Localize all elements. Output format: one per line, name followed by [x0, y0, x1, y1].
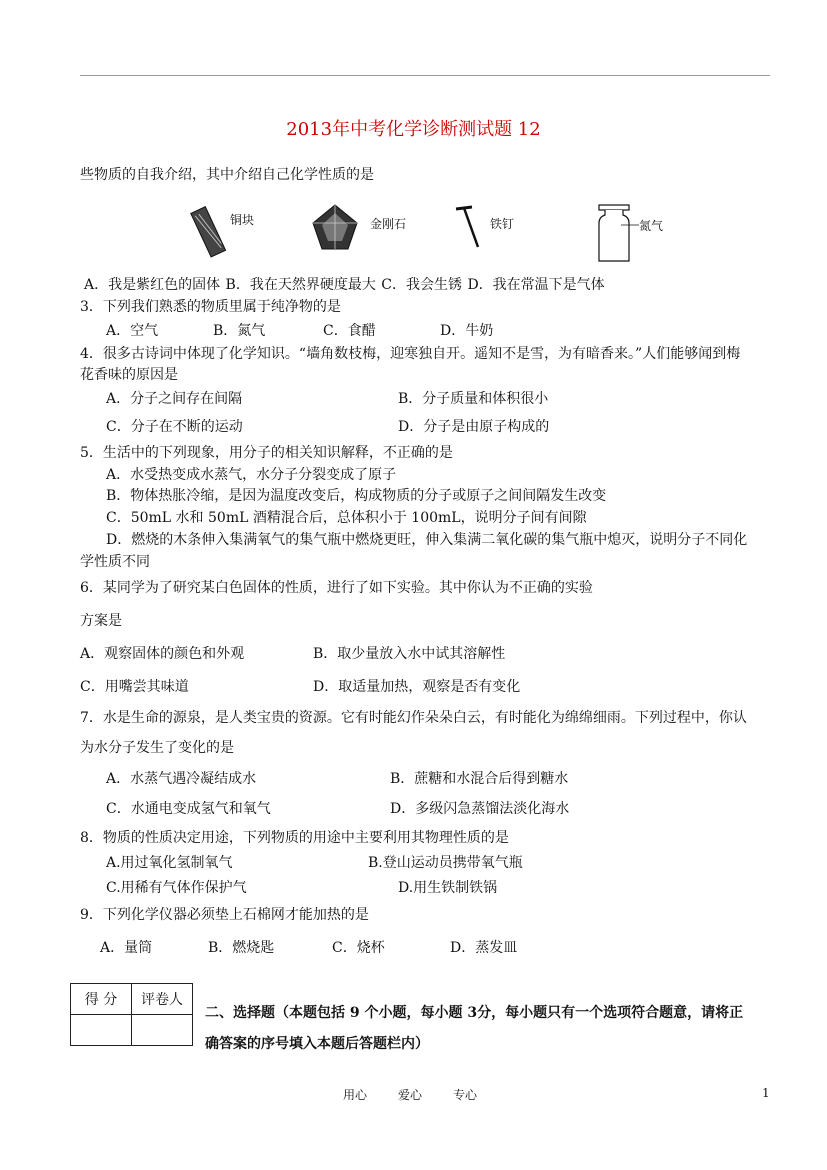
q8-option-d: D.用生铁制铁锅 [398, 880, 498, 896]
q8-option-b: B.登山运动员携带氧气瓶 [368, 855, 523, 871]
figure-label-nitrogen: 氮气 [639, 219, 664, 233]
gas-jar-icon [595, 203, 645, 265]
copper-block-icon [185, 203, 235, 258]
page-title: 2013年中考化学诊断测试题 12 [286, 119, 541, 140]
q3-option-c: C．食醋 [323, 323, 376, 339]
q6-stem-line1: 6．某同学为了研究某白色固体的性质，进行了如下实验。其中你认为不正确的实验 [80, 580, 593, 596]
q6-option-a: A．观察固体的颜色和外观 [80, 646, 245, 662]
q6-option-d: D．取适量加热，观察是否有变化 [313, 679, 521, 695]
gas-jar-figure [595, 203, 695, 268]
q2-figures [185, 203, 664, 268]
grader-cell[interactable] [132, 1015, 193, 1046]
q6-stem-line2: 方案是 [80, 613, 122, 629]
q7-stem-line2: 为水分子发生了变化的是 [80, 740, 234, 756]
diamond-figure [310, 203, 420, 268]
q7-option-a: A．水蒸气遇冷凝结成水 [106, 771, 257, 787]
q7-option-c: C．水通电变成氢气和氧气 [106, 801, 271, 817]
footer-item-3: 专心 [453, 1088, 478, 1102]
score-cell[interactable] [71, 1015, 132, 1046]
diamond-icon [310, 203, 360, 253]
q3-option-b: B．氮气 [213, 323, 266, 339]
q7-option-b: B．蔗糖和水混合后得到糖水 [390, 771, 569, 787]
q3-option-d: D．牛奶 [440, 323, 494, 339]
q9-option-b: B．燃烧匙 [208, 940, 275, 956]
q4-option-a: A．分子之间存在间隔 [106, 391, 243, 407]
section2-heading-line1: 二、选择题（本题包括 9 个小题，每小题 3分，每小题只有一个选项符合题意，请将正 [205, 1005, 744, 1021]
footer-item-2: 爱心 [398, 1088, 423, 1102]
q7-option-d: D．多级闪急蒸馏法淡化海水 [390, 801, 570, 817]
figure-label-diamond: 金刚石 [370, 217, 407, 231]
q4-option-b: B．分子质量和体积很小 [398, 391, 549, 407]
q8-option-c: C.用稀有气体作保护气 [106, 880, 247, 896]
q2-options: A．我是紫红色的固体 B．我在天然界硬度最大 C．我会生锈 D．我在常温下是气体 [84, 277, 605, 293]
copper-block-figure [185, 203, 275, 268]
q5-stem: 5．生活中的下列现象，用分子的相关知识解释，不正确的是 [80, 445, 453, 461]
q4-option-c: C．分子在不断的运动 [106, 419, 243, 435]
section2-heading-line2: 确答案的序号填入本题后答题栏内） [205, 1036, 429, 1052]
q5-option-a: A．水受热变成水蒸气，水分子分裂变成了原子 [106, 467, 397, 483]
q4-stem-line1: 4．很多古诗词中体现了化学知识。“墙角数枝梅，迎寒独自开。遥知不是雪，为有暗香来。”人们能够闻到梅 [80, 346, 741, 362]
q9-option-c: C．烧杯 [332, 940, 385, 956]
q8-option-a: A.用过氧化氢制氧气 [106, 855, 233, 871]
q5-option-d-line2: 学性质不同 [80, 554, 150, 570]
q7-stem-line1: 7．水是生命的源泉，是人类宝贵的资源。它有时能幻作朵朵白云，有时能化为绵绵细雨。下列过程中，你认 [80, 710, 747, 726]
q3-option-a: A．空气 [106, 323, 159, 339]
q5-option-b: B．物体热胀冷缩，是因为温度改变后，构成物质的分子或原子之间间隔发生改变 [106, 488, 607, 504]
q9-option-a: A．量筒 [100, 940, 153, 956]
q5-option-d-line1: D．燃烧的木条伸入集满氧气的集气瓶中燃烧更旺，伸入集满二氧化碳的集气瓶中熄灭，说明分子不同化 [106, 532, 748, 548]
q9-stem: 9．下列化学仪器必须垫上石棉网才能加热的是 [80, 907, 369, 923]
score-header: 得 分 [71, 984, 132, 1015]
figure-label-copper: 铜块 [230, 213, 255, 227]
score-table [70, 983, 193, 1046]
q4-option-d: D．分子是由原子构成的 [398, 419, 550, 435]
q4-stem-line2: 花香味的原因是 [80, 367, 178, 383]
page-number: 1 [762, 1086, 770, 1100]
q2-stem: 些物质的自我介绍，其中介绍自己化学性质的是 [80, 167, 374, 183]
q8-stem: 8．物质的性质决定用途，下列物质的用途中主要利用其物理性质的是 [80, 830, 509, 846]
q6-option-b: B．取少量放入水中试其溶解性 [313, 646, 506, 662]
q6-option-c: C．用嘴尝其味道 [80, 679, 189, 695]
figure-label-nail: 铁钉 [490, 217, 515, 231]
header-rule [80, 75, 770, 76]
grader-header: 评卷人 [132, 984, 193, 1015]
q3-stem: 3．下列我们熟悉的物质里属于纯净物的是 [80, 299, 341, 315]
q9-option-d: D．蒸发皿 [450, 940, 518, 956]
q5-option-c: C．50mL 水和 50mL 酒精混合后，总体积小于 100mL，说明分子间有间隙 [106, 510, 587, 526]
footer-item-1: 用心 [343, 1088, 368, 1102]
iron-nail-figure [450, 203, 540, 268]
